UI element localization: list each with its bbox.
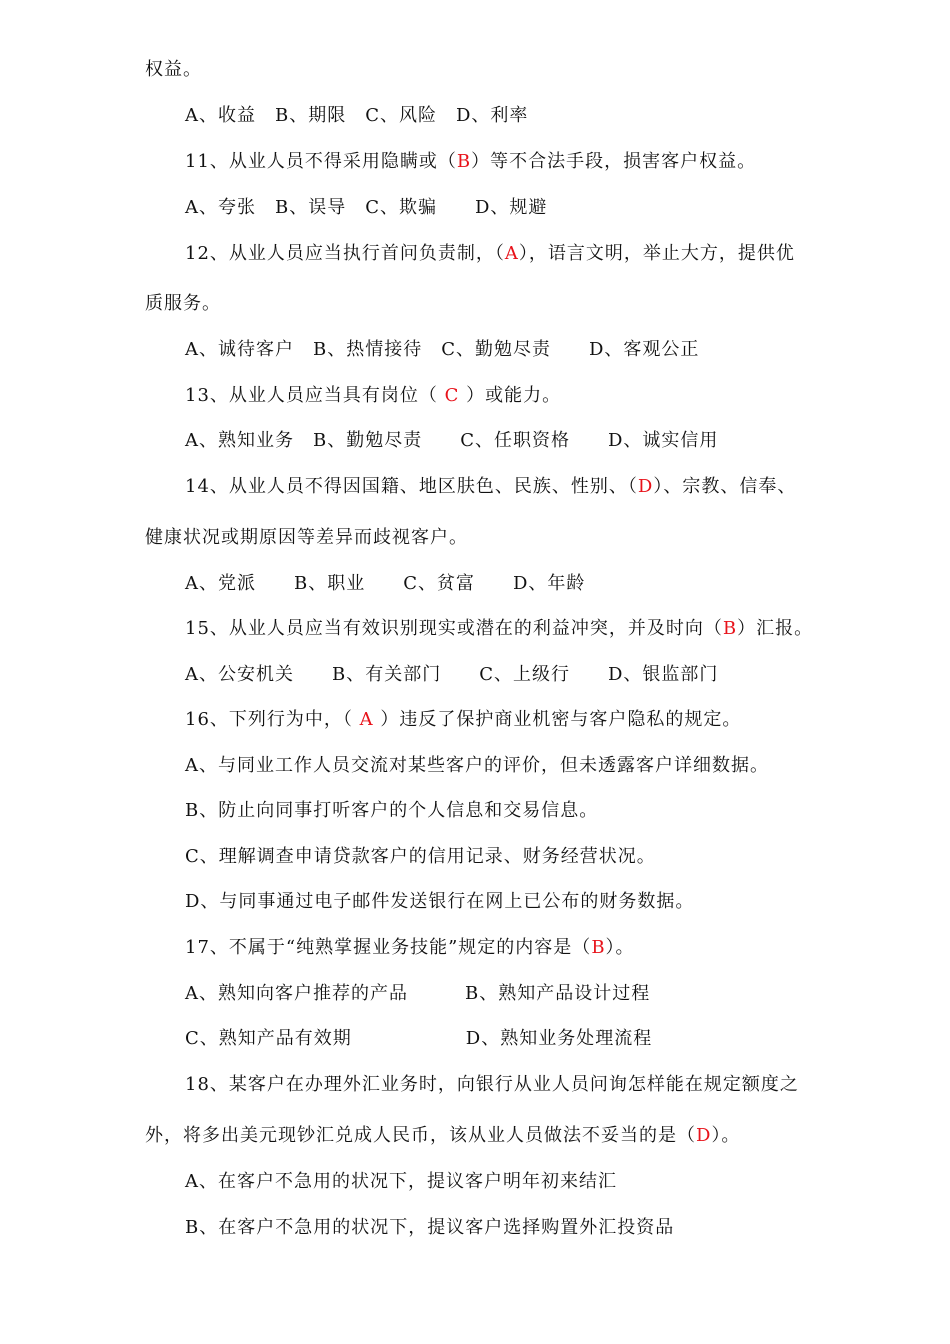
answer-16: A (359, 709, 374, 730)
option-q16-b (185, 799, 598, 823)
answer-11: B (456, 151, 472, 172)
answer-14: D (637, 476, 654, 497)
options-line-q17-cd (185, 1027, 652, 1051)
question-15 (185, 617, 813, 641)
option-q18-b-text: B、在客户不急用的状况下，提议客户选择购置外汇投资品 (185, 1217, 675, 1238)
question-16-text: 16、下列行为中，（ (185, 709, 360, 730)
question-13-text: 13、从业人员应当具有岗位（ (185, 385, 445, 406)
answer-17: B (591, 937, 606, 958)
option-q16-c-text: C、理解调查申请贷款客户的信用记录、财务经营状况。 (185, 846, 656, 867)
question-18-text: 18、某客户在办理外汇业务时，向银行从业人员问询怎样能在规定额度之 (185, 1074, 799, 1095)
question-14-text-end: ）、宗教、信奉、 (653, 476, 797, 497)
options-q11-text: A、夸张 B、误导 C、欺骗 D、规避 (185, 197, 548, 218)
question-13-text-end: ）或能力。 (459, 385, 562, 406)
option-q18-b (185, 1216, 674, 1240)
options-line-q13 (185, 429, 718, 453)
question-15-text: 15、从业人员应当有效识别现实或潜在的利益冲突，并及时向（ (185, 618, 723, 639)
options-line-q14 (185, 572, 585, 596)
options-line-q11 (185, 196, 547, 220)
question-15-text-end: ）汇报。 (737, 618, 814, 639)
options-line-q17-ab (185, 982, 650, 1006)
options-q14-text: A、党派 B、职业 C、贫富 D、年龄 (185, 573, 586, 594)
option-q16-c (185, 845, 656, 869)
option-q18-a (185, 1170, 617, 1194)
question-12-text-end: ），语言文明，举止大方，提供优 (518, 243, 795, 264)
question-18-continuation-text: 外，将多出美元现钞汇兑成人民币，该从业人员做法不妥当的是（ (145, 1125, 696, 1146)
answer-15: B (722, 618, 738, 639)
question-17-text-end: ）。 (605, 937, 635, 958)
question-14-continuation-text: 健康状况或期原因等差异而歧视客户。 (145, 527, 468, 548)
question-14-text: 14、从业人员不得因国籍、地区肤色、民族、性别、（ (185, 476, 638, 497)
question-12-text: 12、从业人员应当执行首问负责制，（ (185, 243, 505, 264)
option-q16-a (185, 754, 769, 778)
options-q13-text: A、熟知业务 B、勤勉尽责 C、任职资格 D、诚实信用 (185, 430, 719, 451)
question-11 (185, 150, 756, 174)
question-12 (185, 242, 795, 266)
question-16 (185, 708, 741, 732)
question-17-text: 17、不属于“纯熟掌握业务技能”规定的内容是（ (185, 937, 592, 958)
options-line-q12 (185, 338, 699, 362)
options-line-q10 (185, 104, 528, 128)
option-q16-b-text: B、防止向同事打听客户的个人信息和交易信息。 (185, 800, 599, 821)
question-18-text-end: ）。 (711, 1125, 741, 1146)
question-18-continuation (145, 1124, 740, 1148)
line-1-text: 权益。 (145, 59, 202, 80)
answer-13: C (444, 385, 460, 406)
option-q16-d (185, 890, 694, 914)
question-17 (185, 936, 635, 960)
question-16-text-end: ）违反了保护商业机密与客户隐私的规定。 (373, 709, 742, 730)
option-q16-a-text: A、与同业工作人员交流对某些客户的评价，但未透露客户详细数据。 (185, 755, 769, 776)
options-q15-text: A、公安机关 B、有关部门 C、上级行 D、银监部门 (185, 664, 719, 685)
answer-12: A (504, 243, 519, 264)
question-14 (185, 475, 796, 499)
text-line-1 (145, 58, 202, 82)
question-12-continuation-text: 质服务。 (145, 293, 221, 314)
option-q18-a-text: A、在客户不急用的状况下，提议客户明年初来结汇 (185, 1171, 617, 1192)
options-q17-cd-text: C、熟知产品有效期 D、熟知业务处理流程 (185, 1028, 653, 1049)
question-13 (185, 384, 561, 408)
options-q17-ab-text: A、熟知向客户推荐的产品 B、熟知产品设计过程 (185, 983, 651, 1004)
question-12-continuation (145, 292, 221, 316)
question-11-text: 11、从业人员不得采用隐瞒或（ (185, 151, 457, 172)
question-11-text-end: ）等不合法手段，损害客户权益。 (471, 151, 757, 172)
option-q16-d-text: D、与同事通过电子邮件发送银行在网上已公布的财务数据。 (185, 891, 695, 912)
question-14-continuation (145, 526, 468, 550)
answer-18: D (696, 1125, 712, 1146)
options-line-q15 (185, 663, 718, 687)
options-q10-text: A、收益 B、期限 C、风险 D、利率 (185, 105, 529, 126)
question-18 (185, 1073, 799, 1097)
options-q12-text: A、诚待客户 B、热情接待 C、勤勉尽责 D、客观公正 (185, 339, 700, 360)
